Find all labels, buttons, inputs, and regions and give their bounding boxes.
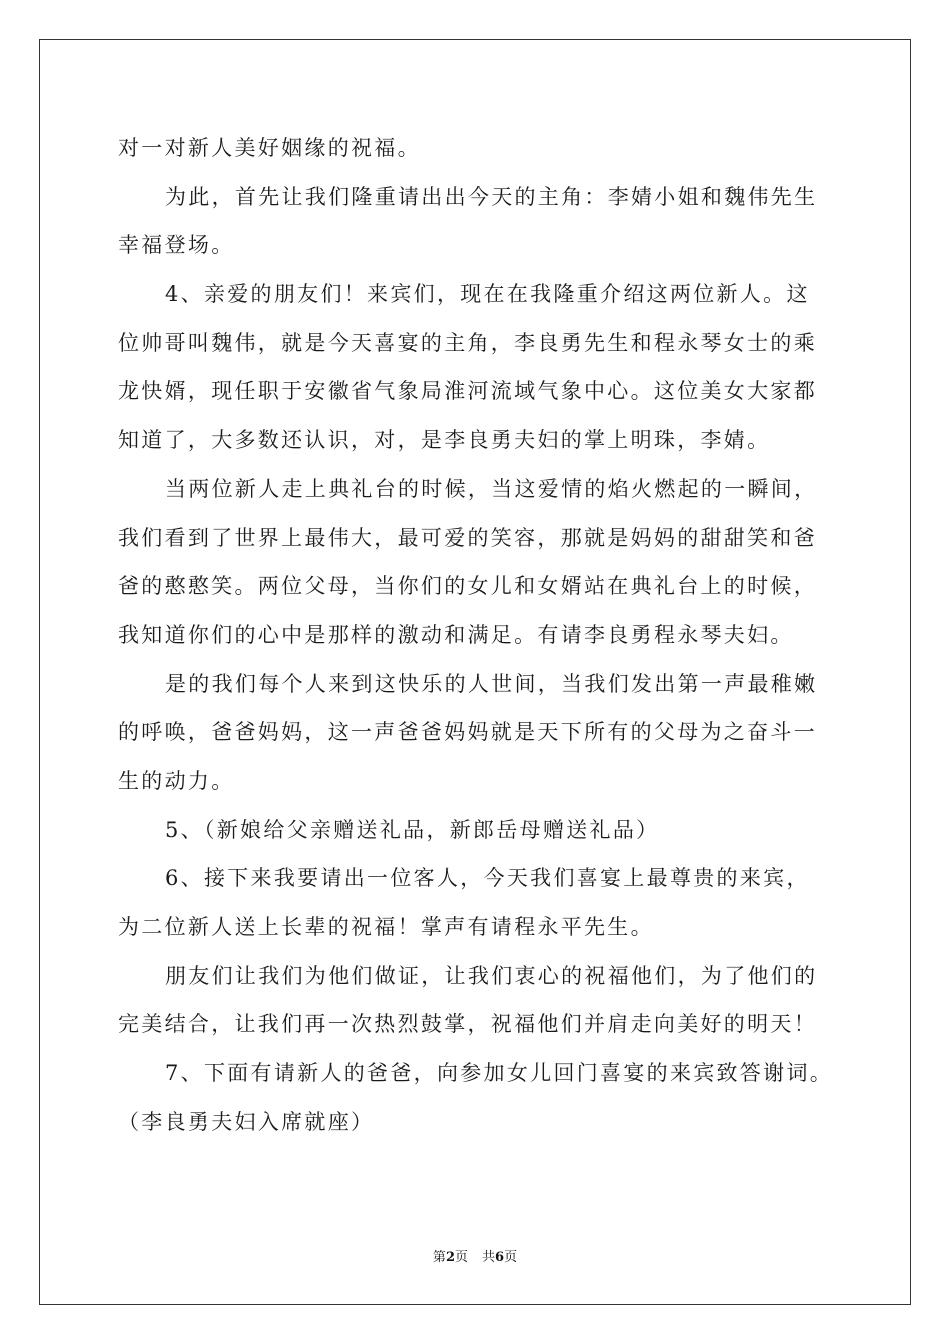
text-line: 为二位新人送上长辈的祝福！掌声有请程永平先生。 xyxy=(118,915,654,939)
text-line: （李良勇夫妇入席就座） xyxy=(118,1109,375,1134)
text-line: 5、（新娘给父亲赠送礼品，新郎岳母赠送礼品） xyxy=(165,817,660,842)
text-line: 是的我们每个人来到这快乐的人世间，当我们发出第一声最稚嫩 xyxy=(165,671,818,696)
text-line: 为此，首先让我们隆重请出出今天的主角：李婧小姐和魏伟先生 xyxy=(165,184,818,209)
text-line: 4、亲爱的朋友们！来宾们，现在在我隆重介绍这两位新人。这 xyxy=(165,282,810,307)
text-line: 我知道你们的心中是那样的激动和满足。有请李良勇程永琴夫妇。 xyxy=(118,622,794,647)
footer-total-number: 6 xyxy=(495,1250,505,1265)
footer-page-suffix: 页 xyxy=(454,1250,468,1265)
page-footer xyxy=(0,1246,950,1265)
text-line: 朋友们让我们为他们做证，让我们衷心的祝福他们，为了他们的 xyxy=(165,963,818,988)
footer-page-prefix: 第 xyxy=(432,1250,446,1265)
text-line: 知道了，大多数还认识，对，是李良勇夫妇的掌上明珠，李婧。 xyxy=(118,428,771,453)
text-line: 位帅哥叫魏伟，就是今天喜宴的主角，李良勇先生和程永琴女士的乘 xyxy=(118,330,817,355)
text-line: 龙快婿，现任职于安徽省气象局淮河流域气象中心。这位美女大家都 xyxy=(118,379,817,404)
text-line: 7、下面有请新人的爸爸，向参加女儿回门喜宴的来宾致答谢词。 xyxy=(165,1061,834,1086)
text-line: 生的动力。 xyxy=(118,768,235,793)
document-body xyxy=(118,124,858,1146)
footer-page-number: 2 xyxy=(445,1250,455,1265)
text-line: 的呼唤，爸爸妈妈，这一声爸爸妈妈就是天下所有的父母为之奋斗一 xyxy=(118,720,817,745)
text-line: 完美结合，让我们再一次热烈鼓掌，祝福他们并肩走向美好的明天！ xyxy=(118,1012,817,1037)
text-line: 幸福登场。 xyxy=(118,233,235,258)
footer-total-prefix: 共 xyxy=(482,1250,496,1265)
text-line: 当两位新人走上典礼台的时候，当这爱情的焰火燃起的一瞬间， xyxy=(165,476,818,501)
text-line: 我们看到了世界上最伟大，最可爱的笑容，那就是妈妈的甜甜笑和爸 xyxy=(118,525,817,550)
text-line: 爸的憨憨笑。两位父母，当你们的女儿和女婿站在典礼台上的时候， xyxy=(118,574,817,599)
text-line: 对一对新人美好姻缘的祝福。 xyxy=(118,136,421,160)
footer-total-suffix: 页 xyxy=(504,1250,518,1265)
text-line: 6、接下来我要请出一位客人，今天我们喜宴上最尊贵的来宾， xyxy=(165,866,810,891)
